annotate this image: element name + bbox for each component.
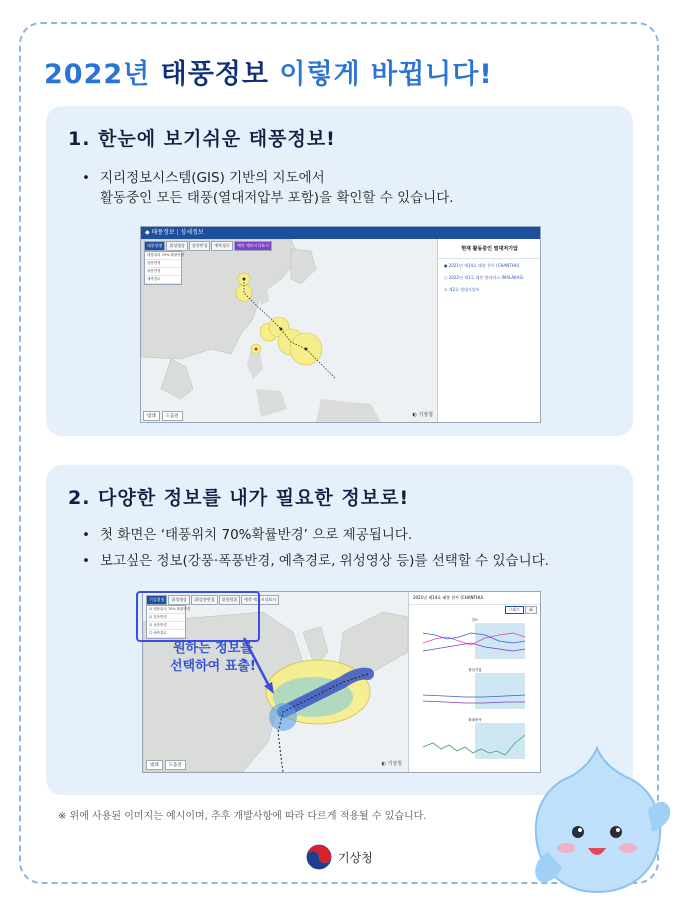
tab-typhoon-status[interactable]: 태풍현황 bbox=[144, 241, 165, 251]
section1-bullet-line2: 활동중인 모든 태풍(열대저압부 포함)을 확인할 수 있습니다. bbox=[100, 190, 454, 206]
tab-risk-range[interactable]: 위험범위 bbox=[219, 595, 240, 605]
callout-line1: 원하는 정보를 bbox=[172, 641, 253, 656]
mascot-icon bbox=[522, 740, 672, 900]
intensity-chart bbox=[415, 618, 535, 664]
section2-bullet: • 보고싶은 정보(강풍·폭풍반경, 예측경로, 위성영상 등)를 선택할 수 있습니다. bbox=[82, 551, 549, 571]
section1-card bbox=[46, 106, 633, 436]
help-button[interactable]: 도움말 bbox=[162, 411, 183, 421]
depression-symbol-icon: ⊙ bbox=[444, 287, 448, 292]
map-area[interactable] bbox=[141, 239, 437, 422]
typhoon-symbol-icon: ○ bbox=[444, 275, 448, 280]
chart-title: 중심기압 bbox=[468, 668, 482, 672]
section1-heading: 1. 한눈에 보기쉬운 태풍정보! bbox=[68, 128, 336, 150]
tab-wind-radius[interactable]: 위/강풍반경 bbox=[191, 595, 218, 605]
title-change: 이렇게 바뀝니다! bbox=[268, 59, 493, 90]
kma-logo-icon: ◐ bbox=[412, 412, 417, 418]
layer-item[interactable]: 태풍위치 70% 확률반경 bbox=[145, 252, 181, 260]
typhoon-list-panel bbox=[437, 239, 541, 422]
title-year: 2022년 bbox=[44, 59, 161, 90]
agency-mark bbox=[382, 760, 402, 767]
detail-tabs bbox=[505, 606, 537, 614]
typhoon-map-screenshot-1 bbox=[140, 226, 541, 423]
layer-item-label: 태풍위치 70% 확률반경 bbox=[153, 607, 191, 611]
highlight-box bbox=[136, 591, 260, 642]
typhoon-item[interactable] bbox=[438, 271, 541, 283]
agency-mark bbox=[413, 411, 433, 418]
typhoon-symbol-icon: ● bbox=[444, 263, 448, 268]
app-header: ◆ 태풍정보 | 상세정보 bbox=[141, 227, 540, 239]
typhoon-item[interactable] bbox=[438, 259, 541, 271]
kma-emblem-icon bbox=[306, 844, 332, 870]
layer-item-label: 예측경로 bbox=[153, 631, 167, 635]
pressure-lines bbox=[415, 673, 535, 713]
tab-forecast-time[interactable]: 예측 예보시각표시 bbox=[241, 595, 279, 605]
wind-chart bbox=[415, 718, 535, 764]
section2-bullets bbox=[82, 525, 549, 577]
app-subtitle: 상세정보 bbox=[180, 229, 204, 236]
section1-bullet-line1: 지리정보시스템(GIS) 기반의 지도에서 bbox=[100, 170, 325, 186]
tab-satellite[interactable]: 위성영상 bbox=[166, 241, 187, 251]
section1-bullets bbox=[82, 168, 454, 214]
map-layer-tabs bbox=[144, 241, 272, 251]
app-title: 태풍정보 bbox=[151, 229, 175, 236]
typhoon-item-label: 제2호 열대저압부 bbox=[448, 287, 480, 292]
page-title bbox=[44, 52, 493, 91]
map-controls bbox=[143, 411, 183, 421]
typhoon-item-label: 2021년 제14호 태풍 찬투 (CHANTHU) bbox=[448, 263, 520, 268]
title-typhoon: 태풍정보 bbox=[160, 59, 269, 90]
typhoon-item[interactable] bbox=[438, 283, 541, 295]
layer-item[interactable]: 강풍반경 bbox=[145, 260, 181, 268]
map-svg bbox=[141, 239, 437, 422]
layer-item-label: 강풍반경 bbox=[153, 615, 167, 619]
map-controls bbox=[146, 760, 186, 770]
intensity-lines bbox=[415, 623, 535, 663]
panel-title: 현재 활동중인 열대저기압 bbox=[438, 239, 541, 259]
callout-text bbox=[170, 640, 256, 676]
help-button[interactable]: 도움말 bbox=[165, 760, 186, 770]
disclaimer-note: ※ 위에 사용된 이미지는 예시이며, 추후 개발사항에 따라 다르게 적용될 수 있습니다. bbox=[58, 811, 427, 822]
kma-logo-icon: ◐ bbox=[381, 761, 386, 767]
typhoon-item-label: 2022년 제1호 태풍 말라카스 (MALAKAS) bbox=[448, 275, 524, 280]
app-logo-icon: ◆ bbox=[145, 229, 150, 236]
section2-heading: 2. 다양한 정보를 내가 필요한 정보로! bbox=[68, 487, 410, 509]
chart-title: 강도 bbox=[471, 618, 479, 622]
checkbox-icon: ☐ bbox=[149, 631, 153, 635]
chart-title: 최대풍속 bbox=[468, 718, 482, 722]
callout-line2: 선택하여 표출! bbox=[170, 659, 256, 674]
layer-item[interactable]: 예측경로 bbox=[145, 276, 181, 284]
section1-bullet bbox=[82, 168, 454, 208]
layer-item[interactable]: 폭풍반경 bbox=[145, 268, 181, 276]
layer-list bbox=[144, 251, 185, 285]
wind-lines bbox=[415, 723, 535, 763]
tab-table[interactable]: 표 bbox=[525, 606, 537, 614]
pressure-chart bbox=[415, 668, 535, 714]
legend-button[interactable]: 범례 bbox=[143, 411, 160, 421]
footer-logo bbox=[306, 844, 373, 870]
tab-wind-radius[interactable]: 강풍반경 bbox=[189, 241, 210, 251]
typhoon-select[interactable]: 2021년 제14호 태풍 찬투 (CHANTHU) bbox=[409, 592, 541, 605]
checkbox-icon: ☑ bbox=[149, 623, 153, 627]
tab-graph[interactable]: 그래프 bbox=[505, 606, 525, 614]
tab-satellite[interactable]: 위성영상 bbox=[168, 595, 189, 605]
footer-agency: 기상청 bbox=[338, 850, 373, 865]
agency-label: 기상청 bbox=[418, 412, 433, 418]
layer-item-label: 폭풍반경 bbox=[153, 623, 167, 627]
legend-button[interactable]: 범례 bbox=[146, 760, 163, 770]
checkbox-icon: ☑ bbox=[149, 607, 153, 611]
section2-bullet: • 첫 화면은 ‘태풍위치 70%확률반경’ 으로 제공됩니다. bbox=[82, 525, 549, 545]
tab-forecast-track[interactable]: 예측경로 bbox=[211, 241, 232, 251]
checkbox-icon: ☑ bbox=[149, 615, 153, 619]
agency-label: 기상청 bbox=[387, 761, 402, 767]
tab-forecast-time[interactable]: 예측 예보시각표시 bbox=[234, 241, 272, 251]
tab-weather-risk[interactable]: 기상위험 bbox=[146, 595, 167, 605]
